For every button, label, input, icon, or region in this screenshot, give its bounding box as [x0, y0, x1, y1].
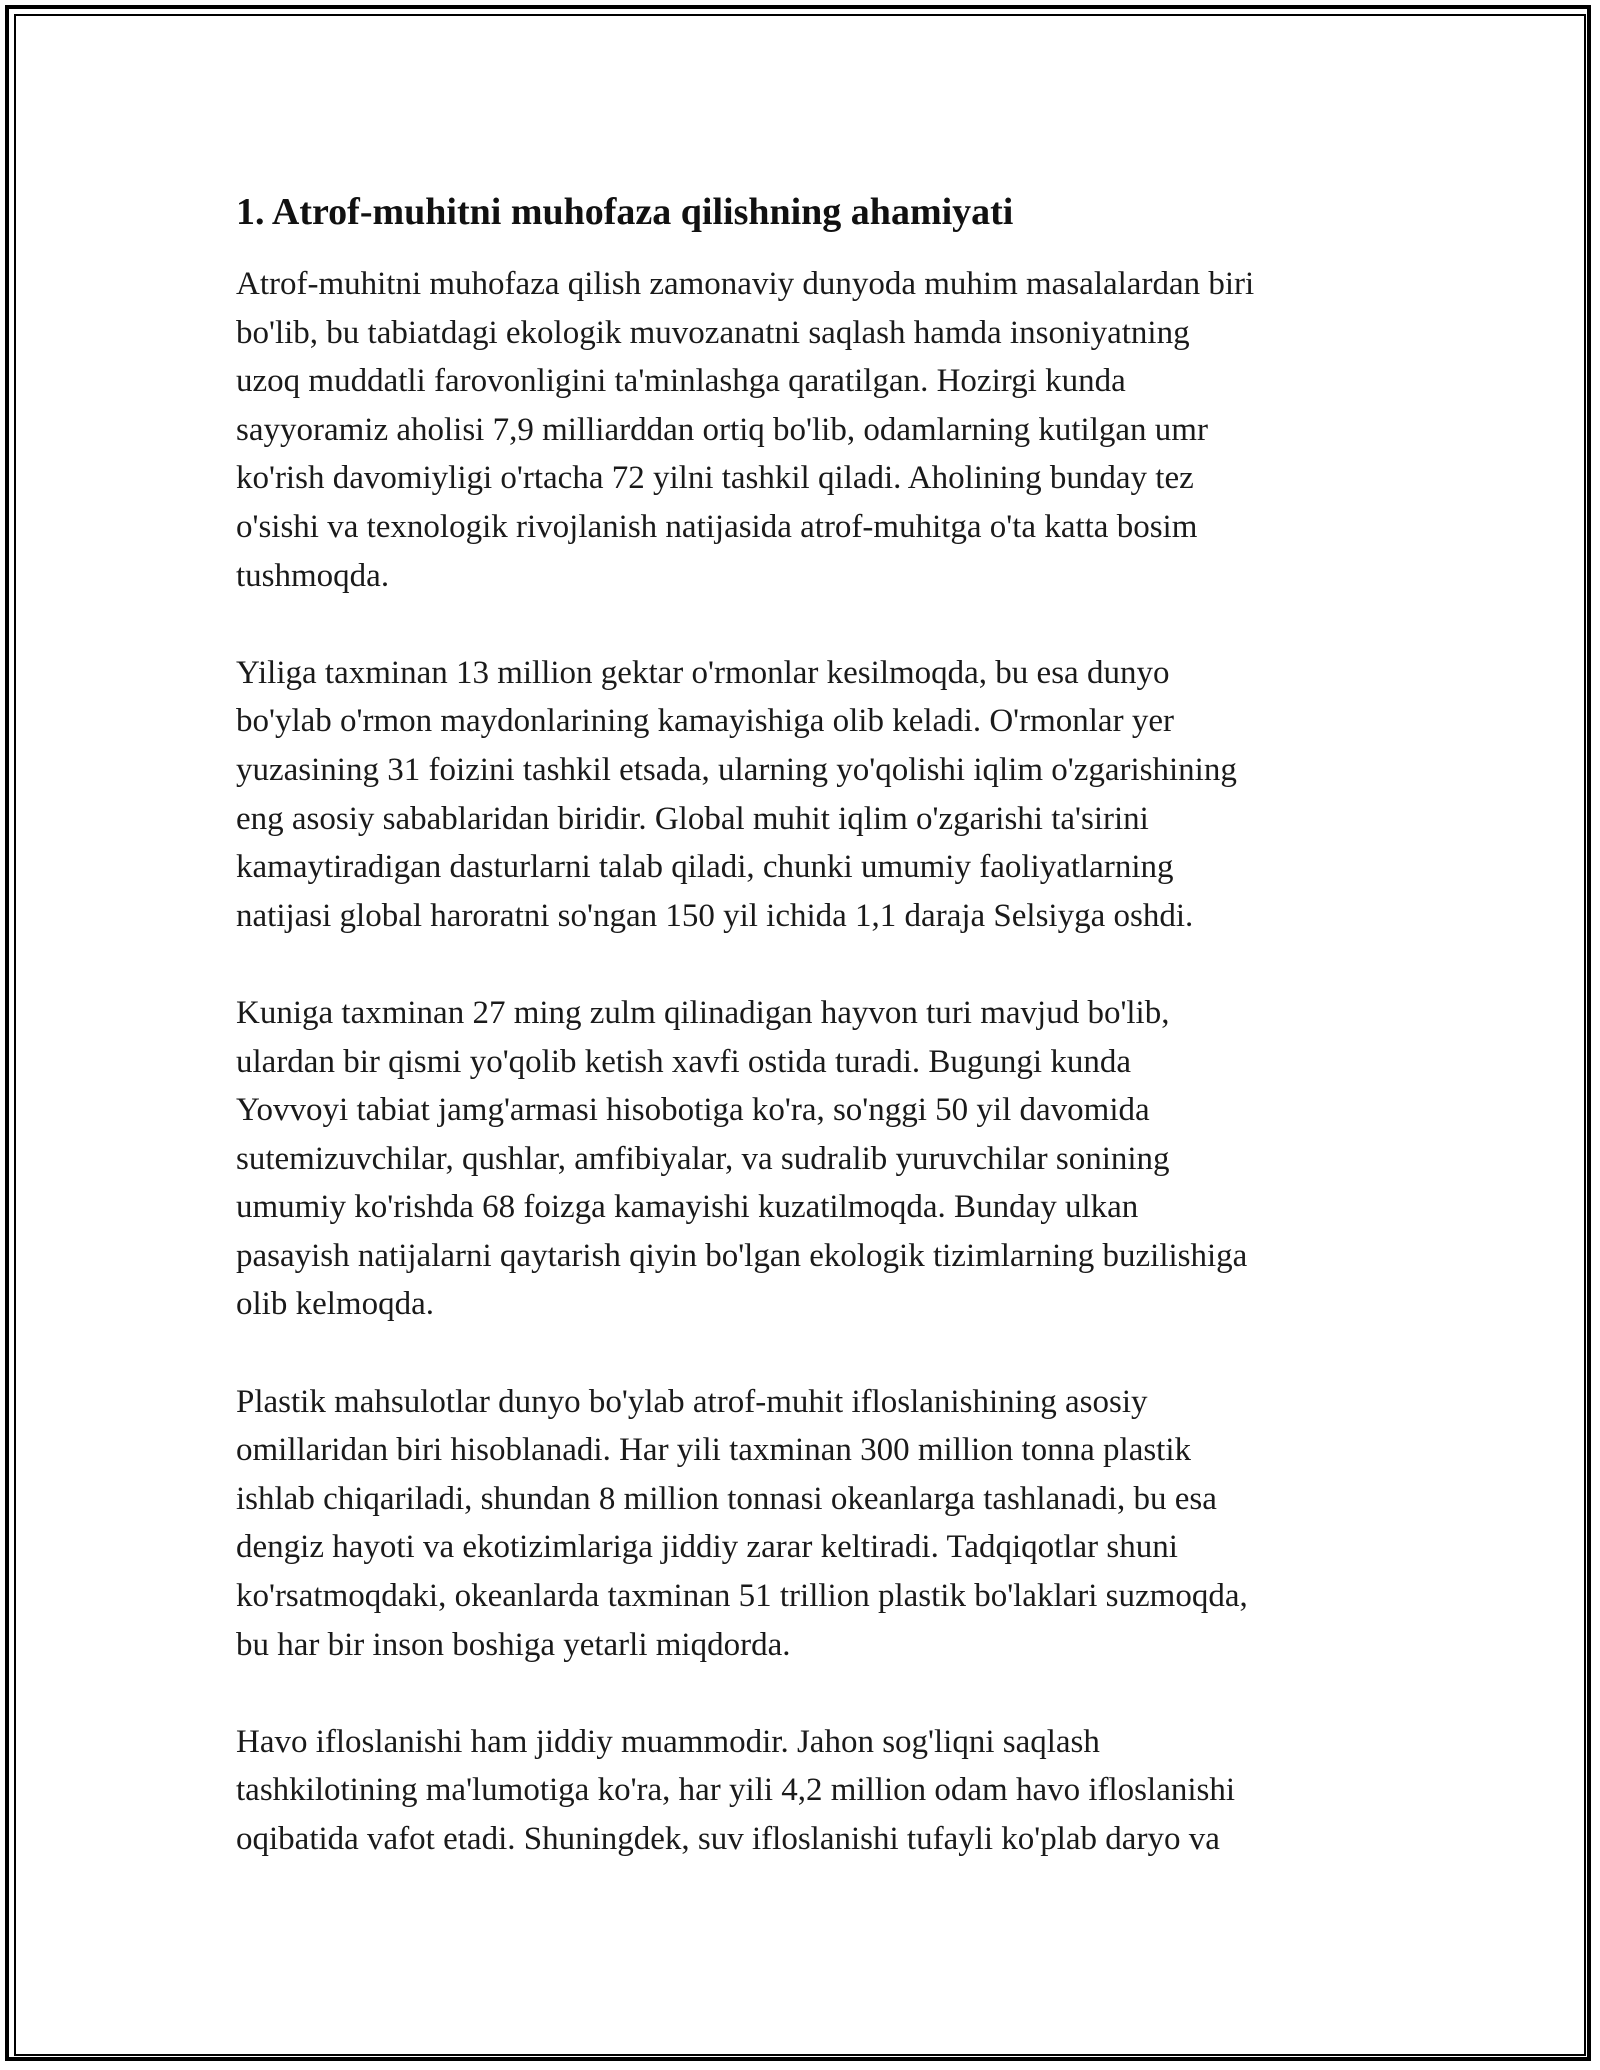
paragraph-1	[236, 260, 1376, 600]
text-line: Atrof-muhitni muhofaza qilish zamonaviy dunyoda muhim masalalardan biri	[236, 266, 1255, 302]
text-line: ulardan bir qismi yo'qolib ketish xavfi ostida turadi. Bugungi kunda	[236, 1043, 1131, 1080]
text-line: yuzasining 31 foizini tashkil etsada, ularning yo'qolishi iqlim o'zgarishining	[236, 751, 1237, 788]
paragraph-5	[236, 1718, 1376, 1864]
text-line: pasayish natijalarni qaytarish qiyin bo'lgan ekologik tizimlarning buzilishiga	[236, 1237, 1248, 1274]
text-line: Havo ifloslanishi ham jiddiy muammodir. Jahon sog'liqni saqlash	[236, 1723, 1100, 1760]
paragraph-3	[236, 989, 1376, 1329]
section-heading: 1. Atrof-muhitni muhofaza qilishning ahamiyati	[236, 191, 1014, 233]
paragraph-2	[236, 649, 1376, 941]
text-line: Yovvoyi tabiat jamg'armasi hisobotiga ko'ra, so'nggi 50 yil davomida	[236, 1092, 1150, 1129]
text-line: oqibatida vafot etadi. Shuningdek, suv ifloslanishi tufayli ko'plab daryo va	[236, 1821, 1220, 1857]
text-line: Plastik mahsulotlar dunyo bo'ylab atrof-muhit ifloslanishining asosiy	[236, 1383, 1148, 1420]
text-line: omillaridan biri hisoblanadi. Har yili taxminan 300 million tonna plastik	[236, 1432, 1192, 1469]
text-line: olib kelmoqda.	[236, 1286, 434, 1323]
text-line: kamaytiradigan dasturlarni talab qiladi, chunki umumiy faoliyatlarning	[236, 849, 1174, 886]
text-line: bo'lib, bu tabiatdagi ekologik muvozanatni saqlash hamda insoniyatning	[236, 314, 1190, 351]
text-line: ko'rish davomiyligi o'rtacha 72 yilni tashkil qiladi. Aholining bunday tez	[236, 460, 1194, 497]
paragraph-4	[236, 1378, 1376, 1670]
text-line: tashkilotining ma'lumotiga ko'ra, har yili 4,2 million odam havo ifloslanishi	[236, 1772, 1236, 1809]
text-line: ko'rsatmoqdaki, okeanlarda taxminan 51 trillion plastik bo'laklari suzmoqda,	[236, 1578, 1248, 1615]
text-line: dengiz hayoti va ekotizimlariga jiddiy zarar keltiradi. Tadqiqotlar shuni	[236, 1529, 1178, 1566]
text-line: umumiy ko'rishda 68 foizga kamayishi kuzatilmoqda. Bunday ulkan	[236, 1189, 1139, 1226]
text-line: Kuniga taxminan 27 ming zulm qilinadigan hayvon turi mavjud bo'lib,	[236, 994, 1170, 1031]
text-line: o'sishi va texnologik rivojlanish natijasida atrof-muhitga o'ta katta bosim	[236, 508, 1198, 545]
text-line: uzoq muddatli farovonligini ta'minlashga qaratilgan. Hozirgi kunda	[236, 363, 1126, 400]
text-line: bo'ylab o'rmon maydonlarining kamayishiga olib keladi. O'rmonlar yer	[236, 703, 1174, 740]
text-line: ishlab chiqariladi, shundan 8 million tonnasi okeanlarga tashlanadi, bu esa	[236, 1480, 1217, 1517]
text-line: sayyoramiz aholisi 7,9 milliarddan ortiq bo'lib, odamlarning kutilgan umr	[236, 411, 1208, 448]
text-line: natijasi global haroratni so'ngan 150 yil ichida 1,1 daraja Selsiyga oshdi.	[236, 897, 1194, 934]
text-line: sutemizuvchilar, qushlar, amfibiyalar, va sudralib yuruvchilar sonining	[236, 1140, 1170, 1177]
text-line: eng asosiy sabablaridan biridir. Global muhit iqlim o'zgarishi ta'sirini	[236, 800, 1149, 837]
text-line: Yiliga taxminan 13 million gektar o'rmonlar kesilmoqda, bu esa dunyo	[236, 654, 1170, 691]
text-line: bu har bir inson boshiga yetarli miqdorda.	[236, 1626, 791, 1663]
text-line: tushmoqda.	[236, 557, 390, 594]
document-body	[236, 186, 1376, 1912]
